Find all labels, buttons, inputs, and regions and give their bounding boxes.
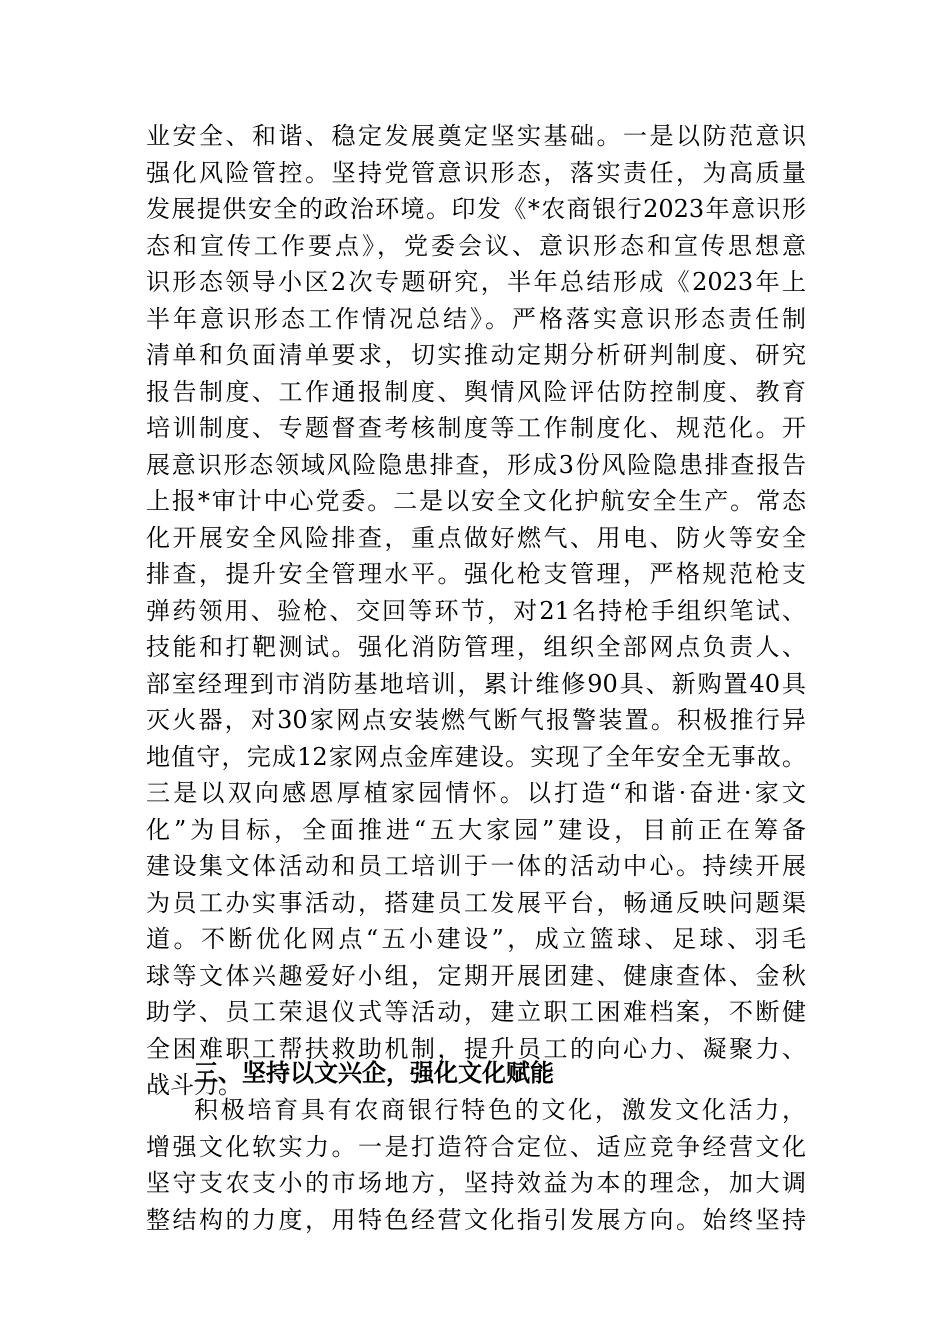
text-line: 化”为目标，全面推进“五大家园”建设，目前正在筹备 [146, 815, 806, 844]
text-line: 灭火器，对30家网点安装燃气断气报警装置。积极推行异 [146, 706, 806, 734]
text-line: 球等文体兴趣爱好小组，定期开展团建、健康查体、金秋 [146, 961, 806, 990]
text-line: 技能和打靶测试。强化消防管理，组织全部网点负责人、 [146, 633, 806, 661]
text-line: 全困难职工帮扶救助机制，提升员工的向心力、凝聚力、 [146, 1034, 806, 1063]
text-line: 部室经理到市消防基地培训，累计维修90具、新购置40具 [146, 669, 806, 698]
text-line: 弹药领用、验枪、交回等环节，对21名持枪手组织笔试、 [146, 596, 806, 625]
text-line: 积极培育具有农商银行特色的文化，激发文化活力， [194, 1096, 806, 1124]
text-line: 业安全、和谐、稳定发展奠定坚实基础。一是以防范意识 [146, 122, 806, 150]
text-line: 排查，提升安全管理水平。强化枪支管理，严格规范枪支 [146, 560, 806, 588]
text-line: 坚守支农支小的市场地方，坚持效益为本的理念，加大调 [146, 1169, 806, 1197]
text-line: 态和宣传工作要点》，党委会议、意识形态和宣传思想意 [146, 231, 806, 260]
text-line: 报告制度、工作通报制度、舆情风险评估防控制度、教育 [146, 377, 806, 406]
text-line: 上报*审计中心党委。二是以安全文化护航安全生产。常态 [146, 487, 806, 515]
text-line: 增强文化软实力。一是打造符合定位、适应竞争经营文化 [146, 1132, 806, 1161]
text-line: 半年意识形态工作情况总结》。严格落实意识形态责任制 [146, 304, 806, 333]
text-line: 道。不断优化网点“五小建设”，成立篮球、足球、羽毛 [146, 925, 806, 953]
text-line: 展意识形态领域风险隐患排查，形成3份风险隐患排查报告 [146, 450, 806, 479]
body-paragraph-2 [146, 1092, 806, 1238]
section-heading: 三、坚持以文兴企，强化文化赋能 [194, 1059, 554, 1087]
text-line: 地值守，完成12家网点金库建设。实现了全年安全无事故。 [146, 742, 806, 771]
text-line: 为员工办实事活动，搭建员工发展平台，畅通反映问题渠 [146, 888, 806, 917]
text-line: 助学、员工荣退仪式等活动，建立职工困难档案，不断健 [146, 998, 806, 1026]
text-line: 化开展安全风险排查，重点做好燃气、用电、防火等安全 [146, 523, 806, 552]
text-line: 培训制度、专题督查考核制度等工作制度化、规范化。开 [146, 414, 806, 442]
text-line: 发展提供安全的政治环境。印发《*农商银行2023年意识形 [146, 195, 806, 223]
text-line: 清单和负面清单要求，切实推动定期分析研判制度、研究 [146, 341, 806, 369]
text-line: 战斗力。 [146, 1071, 242, 1099]
text-line: 强化风险管控。坚持党管意识形态，落实责任，为高质量 [146, 158, 806, 187]
text-line: 整结构的力度，用特色经营文化指引发展方向。始终坚持 [146, 1205, 806, 1234]
body-paragraph-1 [146, 118, 806, 1104]
text-line: 建设集文体活动和员工培训于一体的活动中心。持续开展 [146, 852, 806, 880]
text-line: 三是以双向感恩厚植家园情怀。以打造“和谐·奋进·家文 [146, 779, 806, 807]
text-line: 识形态领导小区2次专题研究，半年总结形成《2023年上 [146, 268, 806, 296]
